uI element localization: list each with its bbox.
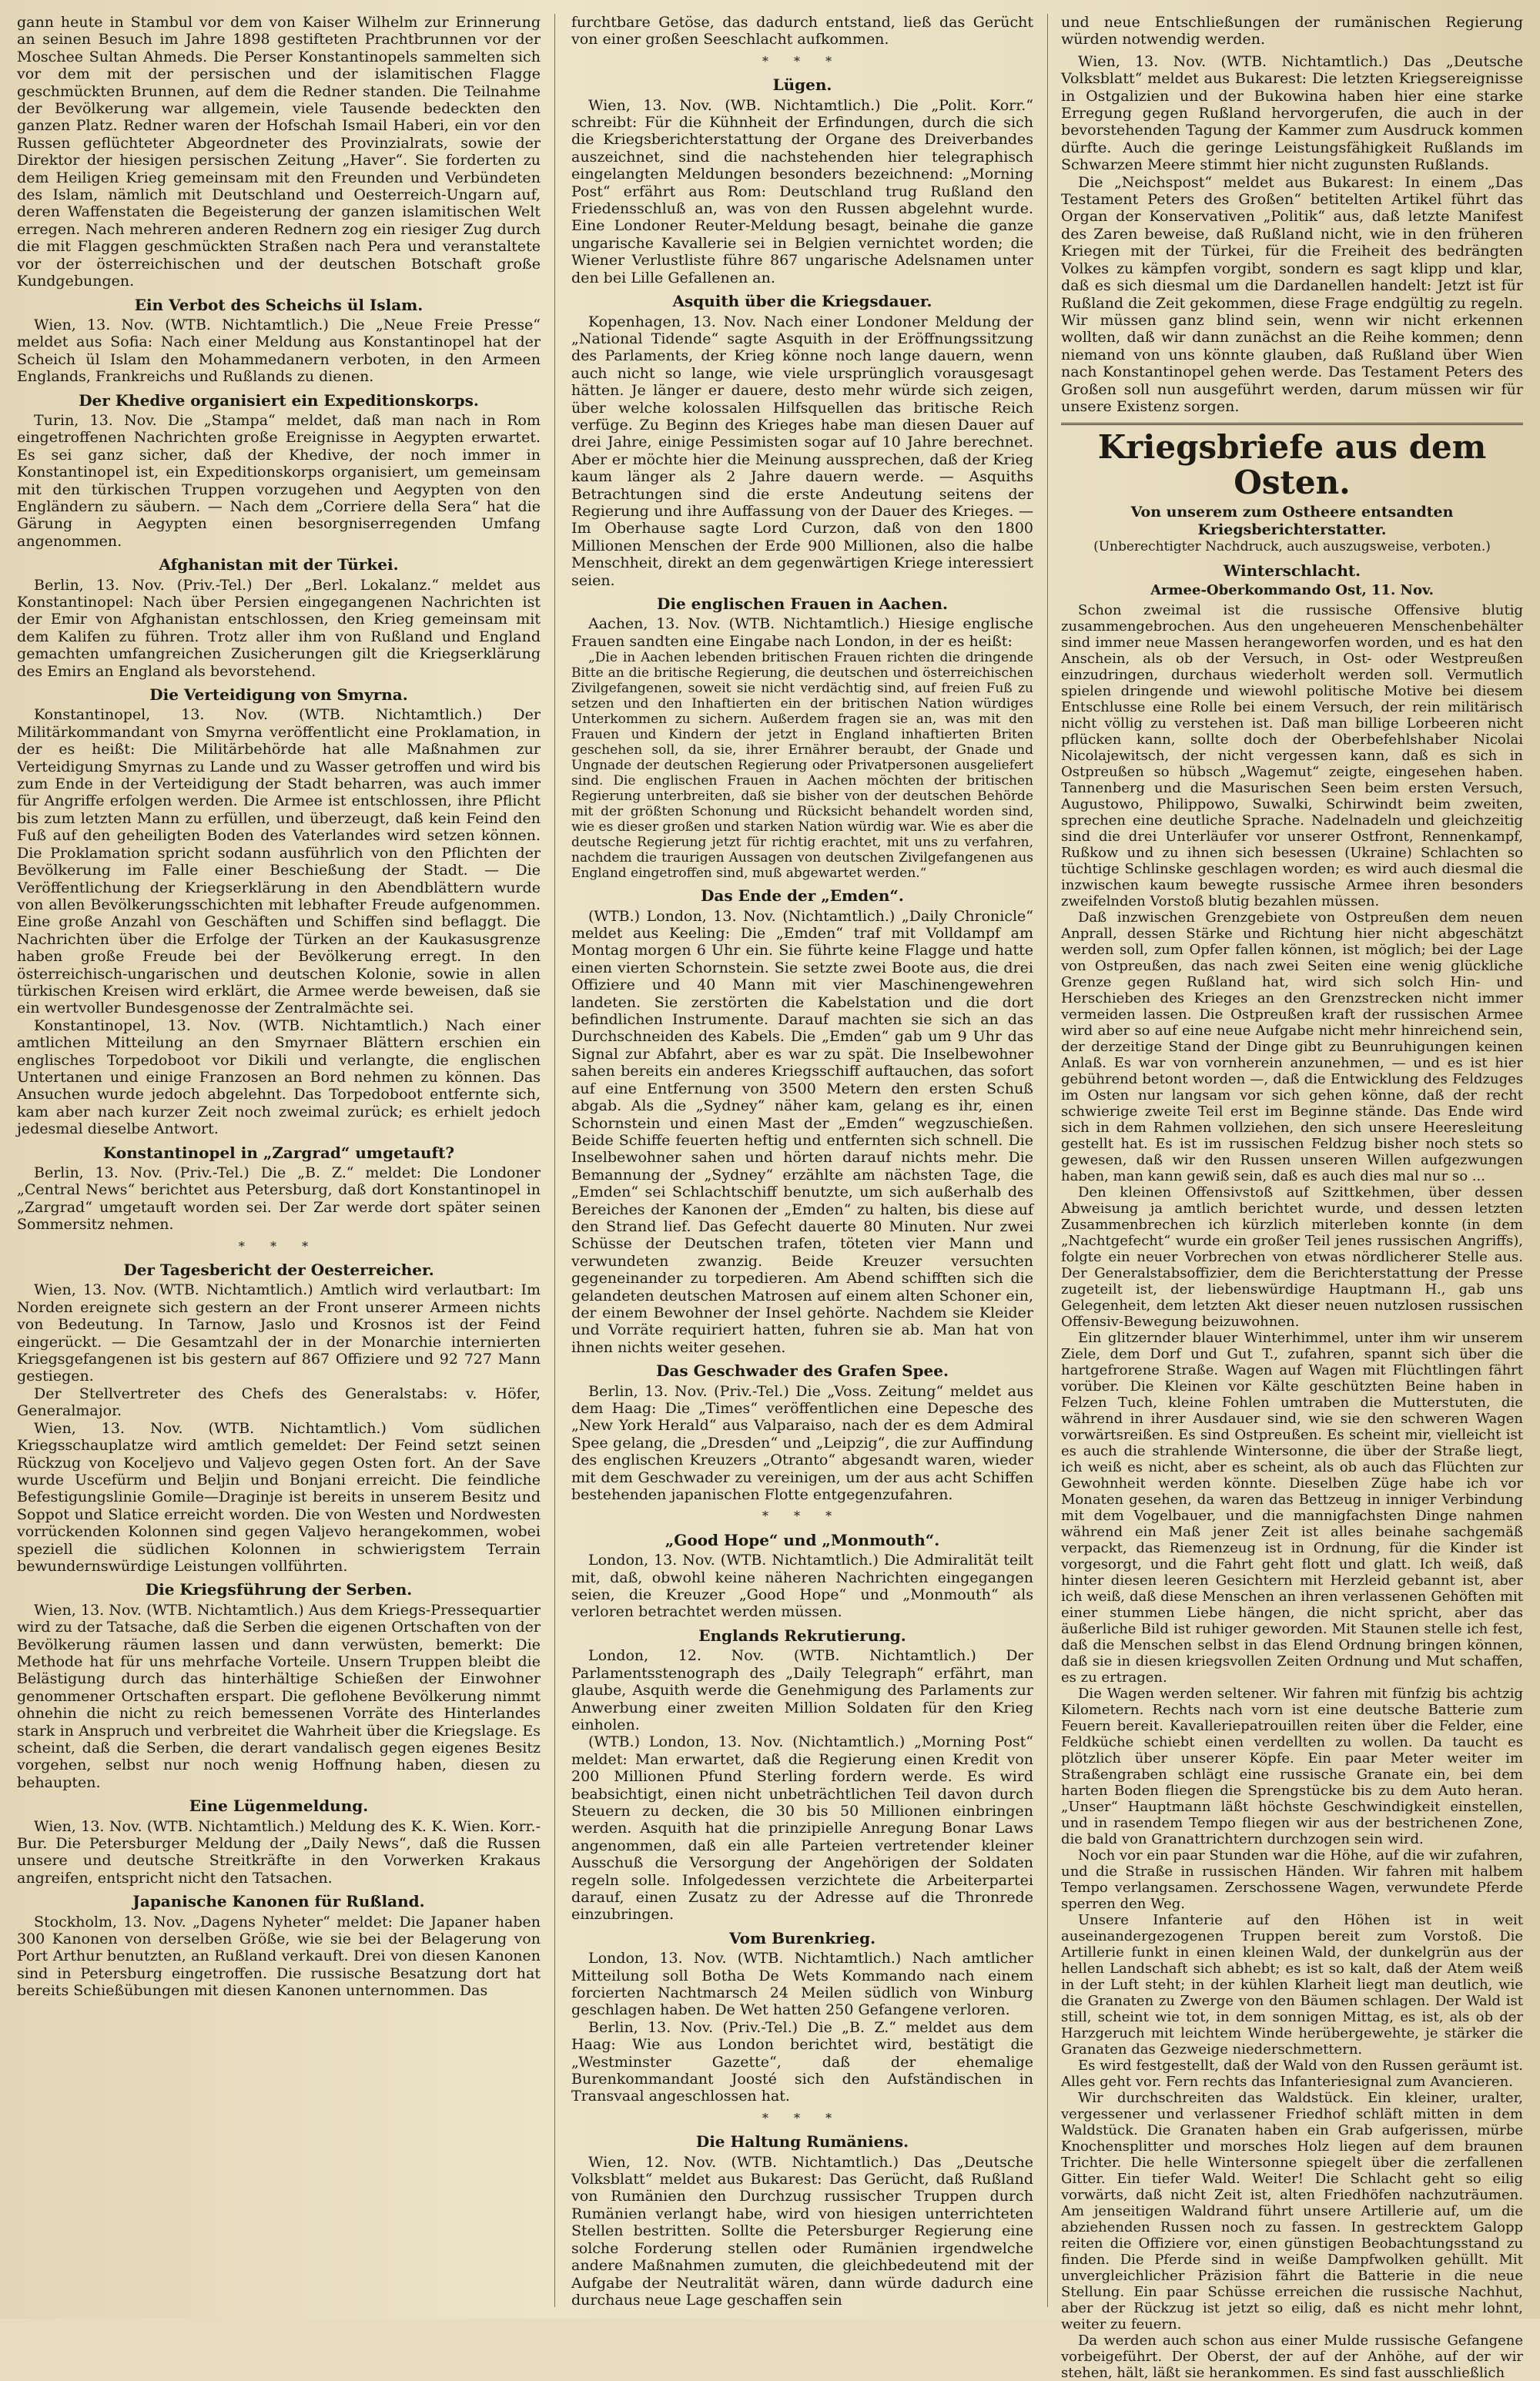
headline: Winterschlacht. bbox=[1223, 561, 1361, 580]
article-text: Berlin, 13. Nov. (Priv.-Tel.) Die „B. Z.“ meldet aus dem Haag: Wie aus London berichtet wird, bestätigt die „Westminster Gazette“, daß der ehemalige Burenkommandant Joosté sich den Aufständischen in Transvaal angeschlossen hat. bbox=[571, 2018, 1033, 2105]
column-2 bbox=[571, 14, 1033, 2307]
article-text: London, 13. Nov. (WTB. Nichtamtlich.) Die Admiralität teilt mit, daß, obwohl keine näheren Nachrichten eingegangen seien, die Kreuzer „Good Hope“ und „Monmouth“ als verloren betrachtet werden müssen. bbox=[571, 1552, 1033, 1621]
article-text: Berlin, 13. Nov. (Priv.-Tel.) Die „Voss. Zeitung“ meldet aus dem Haag: Die „Times“ veröffentlichen eine Depesche des „New York Herald“ aus Valparaiso, nach der es dem Admiral Spee gelang, die „Dresden“ und „Leipzig“, die zur Auffindung des englischen Kreuzers „Otranto“ abgesandt waren, wieder mit dem Geschwader zu vereinigen, um der aus acht Schiffen bestehenden japanischen Flotte entgegenzufahren. bbox=[571, 1382, 1033, 1504]
article-text: Noch vor ein paar Stunden war die Höhe, auf die wir zufahren, und die Straße in russischen Händen. Wir fahren mit halbem Tempo verlangsamen. Zerschossene Wagen, verwundete Pferde sperren den Weg. bbox=[1061, 1847, 1523, 1913]
article-text: Wien, 13. Nov. (WTB. Nichtamtlich.) Das „Deutsche Volksblatt“ meldet aus Bukarest: Die letzten Kriegsereignisse in Ostgalizien und der Bukowina haben hier eine starke Erregung gegen Rußland hervorgerufen, die auch in der bevorstehenden Tagung der Kammer zum Ausdruck kommen dürfte. Auch die geringe Leistungsfähigkeit Rußlands im Schwarzen Meere stimmt hier nicht zugunsten Rußlands. bbox=[1061, 52, 1523, 174]
headline: Lügen. bbox=[772, 75, 832, 95]
headline: „Good Hope“ und „Monmouth“. bbox=[665, 1530, 940, 1549]
article-text: Schon zweimal ist die russische Offensive blutig zusammengebrochen. Aus den ungeheueren Menschenbehälter sind immer neue Massen herangeworfen worden, und es hat den Anschein, als ob der Versuch, in Ost- oder Westpreußen einzudringen, durchaus wiederholt werden soll. Vermutlich spielen dringende und wiewohl politische Motive bei diesem Entschlusse eine Rolle bei einem Versuch, der rein militärisch nicht völlig zu verstehen ist. Daß man billige Lorbeeren nicht pflücken kann, sollte doch der Oberbefehlshaber Nicolai Nicolajewitsch, der nicht vergessen kann, daß es sich in Ostpreußen so hübsch „Wagemut“ zeigte, eingesehen haben. Tannenberg und die Masurischen Seen beim ersten Versuch, Augustowo, Philippowo, Suwalki, Schirwindt beim zweiten, sprechen eine deutliche Sprache. Nadelnadeln und gleichzeitig sind die drei Unterläufer vor unserer Ostfront, Rennenkampf, Rußkow und zu ihnen sich besessen (Ukraine) Schlachten so tüchtige Schlinske geschlagen worden; es wird auch diesmal die inzwischen kaum bewegte russische Armee ihren besonders zweifelnden Vorstoß blutig bezahlen müssen. bbox=[1061, 602, 1523, 910]
headline: Konstantinopel in „Zargrad“ umgetauft? bbox=[102, 1143, 455, 1162]
article-text: Turin, 13. Nov. Die „Stampa“ meldet, daß man nach in Rom eingetroffenen Nachrichten große Ereignisse in Aegypten erwartet. Es sei ganz sicher, daß der Khedive, der noch immer in Konstantinopel ist, ein Expeditionskorps organisiert, um gemeinsam mit den türkischen Truppen vorzugehen und Aegypten von den Engländern zu säubern. — Nach dem „Corriere della Sera“ hat die Gärung in Aegypten einen besorgniserregenden Umfang angenommen. bbox=[17, 411, 541, 550]
headline: Asquith über die Kriegsdauer. bbox=[672, 292, 932, 311]
article-text: Wien, 13. Nov. (WB. Nichtamtlich.) Die „Polit. Korr.“ schreibt: Für die Kühnheit der Erfindungen, durch die sich die Kriegsberichterstattung der Organe des Dreiverbandes auszeichnet, sind die nachstehenden hier telegraphisch eingelangten Meldungen besonders bezeichnend: „Morning Post“ erfährt aus Rom: Deutschland trug Rußland den Friedensschluß an, was von den Russen abgelehnt wurde. Eine Londoner Reuter-Meldung besagt, beinahe die ganze ungarische Kavallerie sei in Belgien vernichtet worden; die Wiener Verlustliste führe 867 ungarische Adelsnamen unter den bei Lille Gefallenen an. bbox=[571, 96, 1033, 286]
dateline: Armee-Oberkommando Ost, 11. Nov. bbox=[1150, 581, 1434, 598]
headline: Das Geschwader des Grafen Spee. bbox=[656, 1361, 949, 1381]
article-text: Wien, 13. Nov. (WTB. Nichtamtlich.) Amtlich wird verlautbart: Im Norden ereignete sich gestern an der Front unserer Armeen nichts von Bedeutung. In Tarnow, Jaslo und Krosnos ist der Feind eingerückt. — Die Gesamtzahl der in der Monarchie internierten Kriegsgefangenen ist bis gestern auf 867 Offiziere und 92 727 Mann gestiegen. bbox=[17, 1281, 541, 1385]
headline: Afghanistan mit der Türkei. bbox=[159, 555, 399, 574]
section-title: Kriegsbriefe aus dem Osten. bbox=[1097, 428, 1487, 502]
article-text: Die Wagen werden seltener. Wir fahren mit fünfzig bis achtzig Kilometern. Rechts nach vorn ist eine deutsche Batterie zum Feuern bereit. Kavalleriepatrouillen reiten über die Felder, eine Feldküche schiebt einen verdellten zu wollen. Da taucht es plötzlich über unserer Köpfe. Ein paar Meter weiter im Straßengraben schlägt eine russische Granate ein, bei dem harten Boden fliegen die Sprengstücke bis zu dem Auto heran. „Unser“ Hauptmann läßt höchste Geschwindigkeit einstellen, und in rasendem Tempo fliegen wir aus der bestrichenen Zone, die bald von Granattrichtern durchzogen sein wird. bbox=[1061, 1686, 1523, 1848]
article-text: Die „Neichspost“ meldet aus Bukarest: In einem „Das Testament Peters des Großen“ betitelten Artikel führt das Organ der Konservativen „Politik“ aus, daß letzte Manifest des Zaren beweise, daß Rußland nicht, wie in den früheren Kriegen mit der Türkei, für die Freiheit des bedrängten Volkes zu kämpfen vorgibt, sondern es sagt klipp und klar, daß es sich diesmal um die Dardanellen handelt: Jetzt ist für Rußland die Zeit gekommen, diese Frage endgültig zu regeln. Wir müssen ganz blind sein, wenn wir nicht erkennen wollten, daß wir dann zunächst an die Reihe kommen; denn niemand von uns könnte glauben, daß Rußland über Wien nach Konstantinopel gehen werde. Das Testament Peters des Großen soll nun ausgeführt werden, darum müssen wir für unsere Existenz sorgen. bbox=[1061, 173, 1523, 415]
article-text: (WTB.) London, 13. Nov. (Nichtamtlich.) „Daily Chronicle“ meldet aus Keeling: Die „Emden“ traf mit Volldampf am Montag morgen 6 Uhr ein. Sie führte keine Flagge und hatte einen vierten Schornstein. Sie setzte zwei Boote aus, die drei Offiziere und 40 Mann mit vier Maschinengewehren landeten. Sie zerstörten die Kabelstation und die dort befindlichen Instrumente. Darauf machten sie sich an das Durchschneiden des Kabels. Die „Emden“ gab um 9 Uhr das Signal zur Abfahrt, aber es war zu spät. Die Inselbewohner sahen bereits ein anderes Kriegsschiff auftauchen, das sofort auf eine Entfernung von 3500 Metern den ersten Schuß abgab. Als die „Sydney“ näher kam, gelang es ihr, einen Schornstein und einen Mast der „Emden“ wegzuschießen. Beide Schiffe feuerten heftig und entfernten sich schnell. Die Inselbewohner sahen und hörten darauf nichts mehr. Die Bemannung der „Sydney“ erzählte am nächsten Tage, die „Emden“ sei Schlachtschiff benutzte, um sich außerhalb des Bereiches der Kanonen der „Emden“ zu halten, bis diese auf den Strand lief. Das Gefecht dauerte 80 Minuten. Nur zwei Schüsse der Deutschen trafen, töteten vier Mann und verwundeten zwanzig. Beide Kreuzer versuchten gegeneinander zu torpedieren. Am Abend schifften sich die gelandeten deutschen Matrosen auf einem alten Schoner ein, der einem Bewohner der Insel gehörte. Nachdem sie Kleider und Vorräte requiriert hatten, fuhren sie ab. Man hat von ihnen nichts weiter gesehen. bbox=[571, 907, 1033, 1356]
article-text: Unsere Infanterie auf den Höhen ist in weit auseinandergezogenen Truppen bereit zum Vorstoß. Die Artillerie funkt in einen kleinen Wald, der dunkelgrün aus der hellen Landschaft sich abhebt; es ist so kalt, daß der Atem weiß in der Luft steht; in der kühlen Klarheit liegt man deutlich, wie die Granaten zu Zwerge von den Bäumen schlagen. Der Wald ist still, scheint wie tot, in dem sonnigen Mittag, es ist, als ob der Harzgeruch mit leichtem Winde herübergewehte, je stärker die Granaten das Gezweige niederschmettern. bbox=[1061, 1912, 1523, 2058]
article-text: Konstantinopel, 13. Nov. (WTB. Nichtamtlich.) Der Militärkommandant von Smyrna veröffentlicht eine Proklamation, in der es heißt: Die Militärbehörde hat alle Maßnahmen zur Verteidigung Smyrnas zu Lande und zu Wasser getroffen und wird bis zum Ende in der Verteidigung der Stadt beharren, was auch immer für Angriffe erfolgen werden. Die Armee ist entschlossen, ihre Pflicht bis zum letzten Mann zu erfüllen, und überzeugt, daß kein Feind den Fuß auf den geheiligten Boden des Vaterlandes wird setzen können. Die Proklamation spricht sodann ausführlich von den Pflichten der Bevölkerung im Falle einer Beschießung der Stadt. — Die Veröffentlichung der Kriegserklärung in den Abendblättern wurde von allen Bevölkerungsschichten mit lebhafter Freude aufgenommen. Eine große Anzahl von Geschäften und Schiffen sind beflaggt. Die Nachrichten über die Erfolge der Türken an der Kaukasusgrenze haben große Freude bei der Bevölkerung erregt. In den österreichisch-ungarischen und deutschen Kolonie, sowie in allen türkischen Kreisen wird erklärt, die Armee werde beweisen, daß sie ein wertvoller Bundesgenosse der Zentralmächte sei. bbox=[17, 706, 541, 1017]
article-text: Stockholm, 13. Nov. „Dagens Nyheter“ meldet: Die Japaner haben 300 Kanonen von derselben Größe, wie sie bei der Belagerung von Port Arthur benutzten, an Rußland verkauft. Drei von diesen Kanonen sind in Petersburg eingetroffen. Die russische Besatzung dort hat bereits Schießübungen mit diesen Kanonen unternommen. Das bbox=[17, 1913, 541, 2000]
column-rule bbox=[554, 14, 555, 2307]
section-ornament: * * * bbox=[238, 1238, 320, 1254]
article-text: Daß inzwischen Grenzgebiete von Ostpreußen dem neuen Anprall, dessen Stärke und Richtung hier nicht abgeschätzt werden soll, zum Opfer fallen können, ist möglich; bei der Lage von Ostpreußen, das nach zwei Seiten eine wenig glückliche Grenze gegen Rußland hat, wird sich solch Hin- und Herschieben des Krieges an den Grenzstrecken nicht immer vermeiden lassen. Die Ostpreußen kraft der russischen Armee wird aber so auf eine neue Aufgabe nicht mehr hinreichend sein, der derzeitige Stand der Dinge gibt zu Beunruhigungen keinen Anlaß. Es war von vornherein anzunehmen, — und es ist hier gebührend betont worden —, daß die Entwicklung des Feldzuges im Osten nur langsam vor sich gehen könne, daß der recht schwierige zweite Teil erst im Beginne stände. Das Ende wird sich in dem Rahmen vollziehen, den sich unsere Heeresleitung gestellt hat. Es ist im russischen Feldzug bisher noch stets so gewesen, daß wir den Russen unseren Willen aufgezwungen haben, man kann gewiß sein, daß es auch dies mal nur so ... bbox=[1061, 909, 1523, 1185]
article-text: Wir durchschreiten das Waldstück. Ein kleiner, uralter, vergessener und verlassener Friedhof schläft mitten in dem Waldstück. Die Granaten haben ein Grab aufgerissen, mürbe Knochensplitter und morsches Holz liegen auf dem braunen Trichter. Die helle Wintersonne spiegelt über die zerfallenen Gitter. Ein tiefer Wald. Weiter! Die Schlacht geht so eilig vorwärts, daß nicht Zeit ist, alten Friedhöfen nachzuträumen. Am jenseitigen Waldrand führt unsere Artillerie auf, um die abziehenden Russen noch zu fassen. In gestrecktem Galopp reiten die Offiziere vor, einen günstigen Beobachtungsstand zu finden. Die Pferde sind in weiße Dampfwolken gehüllt. Mit unvergleichlicher Präzision fährt die Batterie in die neue Stellung. Ein paar Schüsse erreichen die russische Nachhut, aber der Rückzug ist jetzt so eilig, daß es nicht mehr lohnt, weiter zu feuern. bbox=[1061, 2090, 1523, 2333]
headline: Vom Burenkrieg. bbox=[728, 1928, 876, 1947]
article-text: Den kleinen Offensivstoß auf Szittkehmen, über dessen Abweisung ja amtlich berichtet wurde, und dessen letzten Zusammenbrechen ich kürzlich miterleben konnte (in dem „Nachtgefecht“ wurde ein großer Teil jenes russischen Angriffs), folgte ein neuer Vorbrechen von etwas nördlicherer Stelle aus. Der Generalstabsoffizier, dem die Berichterstattung der Presse zugeteilt ist, der liebenswürdige Hauptmann H., gab uns Gelegenheit, dem letzten Akt dieser neuen nutzlosen russischen Offensiv-Bewegung beizuwohnen. bbox=[1061, 1184, 1523, 1331]
headline: Der Khedive organisiert ein Expeditionskorps. bbox=[79, 390, 479, 410]
article-text: Wien, 13. Nov. (WTB. Nichtamtlich.) Die „Neue Freie Presse“ meldet aus Sofia: Nach einer Meldung aus Konstantinopel hat der Scheich ül Islam den Mohammedanern verboten, in den Armeen Englands, Frankreichs und Rußlands zu dienen. bbox=[17, 316, 541, 386]
article-text: Ein glitzernder blauer Winterhimmel, unter ihm wir unserem Ziele, dem Dorf und Gut T., zufahren, spannt sich über die hartgefrorene Straße. Wagen auf Wagen mit Flüchtlingen fährt vorüber. Die Kleinen vor Kälte geschützten Beine haben in Felzen Tuch, kleine Fohlen umtraben die Mutterstuten, die während in ihrer Ausdauer sind, wie sie den schweren Wagen vorwärtsreißen. Es sind Ostpreußen. Es scheint mir, vielleicht ist es auch die strahlende Wintersonne, die über der Straße liegt, ich weiß es nicht, aber es scheint, als ob auch das Flüchten zur Gewohnheit werden könnte. Dieselben Züge habe ich vor Monaten gesehen, da waren das Bettzeug in inniger Verbindung mit dem Vogelbauer, und die mannigfachsten Dinge nahmen während ein Maß jener Zeit ist alles beinahe sachgemäß verpackt, das Riemenzeug ist in Ordnung, für die Kinder ist vorgesorgt, und die Fahrt geht flott und glatt. Ich weiß, daß hinter diesen leeren Gesichtern mit Herzleid gebannt ist, aber ich weiß, daß diese Menschen an ihren verlassenen Gehöften mit einer stummen Liebe hängen, die nicht spricht, aber das äußerliche Bild ist ruhiger geworden. Mit Staunen stelle ich fest, daß die Menschen selbst in das Elend Ordnung bringen können, daß sie in diesen kriegsvollen Zeiten Ordnung und Mut schaffen, es zu ertragen. bbox=[1061, 1330, 1523, 1686]
section-ornament: * * * bbox=[762, 1509, 843, 1524]
article-text: Berlin, 13. Nov. (Priv.-Tel.) Der „Berl. Lokalanz.“ meldet aus Konstantinopel: Nach über Persien eingegangenen Nachrichten ist der Emir von Afghanistan entschlossen, den Krieg gemeinsam mit dem Kalifen zu führen. Trotz aller ihm von Rußland und England gemachten umfangreichen Zusicherungen gilt die Kriegserklärung des Emirs an England als bevorstehend. bbox=[17, 576, 541, 680]
headline: Die Verteidigung von Smyrna. bbox=[149, 685, 408, 705]
section-divider bbox=[1061, 423, 1523, 425]
reprint-notice: (Unberechtigter Nachdruck, auch auszugsweise, verboten.) bbox=[1093, 539, 1491, 555]
column-rule bbox=[1047, 14, 1048, 2307]
headline: Eine Lügenmeldung. bbox=[189, 1797, 369, 1816]
article-text: Konstantinopel, 13. Nov. (WTB. Nichtamtlich.) Nach einer amtlichen Mitteilung an den Smyrnaer Blättern erschien ein englisches Torpedoboot vor Dikili und verlangte, die englischen Untertanen und einige Franzosen an Bord nehmen zu können. Das Ansuchen wurde jedoch abgelehnt. Das Torpedoboot entfernte sich, kam aber nach kurzer Zeit noch zweimal zurück; es erhielt jedoch jedesmal dieselbe Antwort. bbox=[17, 1016, 541, 1138]
article-text: London, 13. Nov. (WTB. Nichtamtlich.) Nach amtlicher Mitteilung soll Botha De Wets Kommando nach einem forcierten Nachtmarsch 24 Meilen südlich von Winburg geschlagen haben. De Wet hatten 250 Gefangene verloren. bbox=[571, 1950, 1033, 2019]
article-text: Aachen, 13. Nov. (WTB. Nichtamtlich.) Hiesige englische Frauen sandten eine Eingabe nach London, in der es heißt: bbox=[571, 615, 1033, 650]
headline: Die englischen Frauen in Aachen. bbox=[657, 594, 948, 613]
headline: Englands Rekrutierung. bbox=[698, 1626, 906, 1645]
headline: Der Tagesbericht der Oesterreicher. bbox=[123, 1261, 434, 1280]
article-text: Der Stellvertreter des Chefs des Generalstabs: v. Höfer, Generalmajor. bbox=[17, 1385, 541, 1420]
article-text: Berlin, 13. Nov. (Priv.-Tel.) Die „B. Z.“ meldet: Die Londoner „Central News“ berichtet aus Petersburg, daß dort Konstantinopel in „Zargrad“ umgetauft worden sei. Der Zar werde dort später seinen Sommersitz nehmen. bbox=[17, 1164, 541, 1234]
article-text: „Die in Aachen lebenden britischen Frauen richten die dringende Bitte an die britische Regierung, die deutschen und österreichischen Zivilgefangenen, soweit sie nicht verdächtig sind, auf freien Fuß zu setzen und den Inhaftierten ein der britischen Nation würdiges Unterkommen zu sichern. Außerdem fragen sie an, was mit den Frauen und Kindern der jetzt in England inhaftierten Briten geschehen soll, da sie, ihrer Ernährer beraubt, der Gnade und Ungnade der deutschen Regierung oder Privatpersonen ausgeliefert sind. Die englischen Frauen in Aachen möchten der britischen Regierung unterbreiten, daß sie bisher von der deutschen Behörde mit der größten Schonung und Rücksicht behandelt worden sind, wie es dieser großen und starken Nation würdig war. Wie es aber die deutsche Regierung jetzt für richtig erachtet, mit uns zu verfahren, nachdem die traurigen Aussagen von deutschen Zivilgefangenen aus England eingetroffen sind, muß abgewartet werden.“ bbox=[571, 650, 1033, 882]
headline: Japanische Kanonen für Rußland. bbox=[132, 1892, 425, 1911]
article-text: und neue Entschließungen der rumänischen Regierung würden notwendig werden. bbox=[1061, 14, 1523, 49]
article-text: Es wird festgestellt, daß der Wald von den Russen geräumt ist. Alles geht vor. Fern rechts das Infanteriesignal zum Avancieren. bbox=[1061, 2058, 1523, 2091]
column-1 bbox=[17, 14, 541, 2307]
section-subtitle: Von unserem zum Ostheere entsandten Kriegsberichterstatter. bbox=[1130, 504, 1454, 538]
headline: Ein Verbot des Scheichs ül Islam. bbox=[134, 295, 424, 314]
article-text: Wien, 13. Nov. (WTB. Nichtamtlich.) Meldung des K. K. Wien. Korr.-Bur. Die Petersburger Meldung der „Daily News“, daß die Russen unsere und deutsche Streitkräfte in den Vorwerken Krakaus angreifen, entspricht nicht den Tatsachen. bbox=[17, 1817, 541, 1887]
article-text: (WTB.) London, 13. Nov. (Nichtamtlich.) „Morning Post“ meldet: Man erwartet, daß die Regierung einen Kredit von 200 Millionen Pfund Sterling fordern werde. Es wird beabsichtigt, einen nicht unbeträchtlichen Teil davon durch Steuern zu decken, die 30 bis 50 Millionen einbringen werden. Asquith hat die prinzipielle Anregung Bonar Laws angenommen, daß ein alle Parteien vertretender kleiner Ausschuß die Versorgung der Angehörigen der Soldaten regeln solle. Infolgedessen verzichtete die Arbeiterpartei darauf, einen Zusatz zu der Adresse auf die Thronrede einzubringen. bbox=[571, 1733, 1033, 1924]
section-ornament: * * * bbox=[762, 53, 843, 69]
column-3 bbox=[1061, 14, 1523, 2381]
headline: Die Kriegsführung der Serben. bbox=[145, 1580, 413, 1599]
article-text: gann heute in Stambul vor dem von Kaiser Wilhelm zur Erinnerung an seinen Besuch im Jahre 1898 gestifteten Prachtbrunnen vor der Moschee Sultan Ahmeds. Die Perser Konstantinopels sammelten sich vor dem mit der persischen und der islamitischen Flagge geschmückten Brunnen, auf dem die Redner standen. Die Teilnahme der Bevölkerung war allgemein, viele Tausende bedeckten den ganzen Platz. Redner waren der Hofschah Ismail Haberi, ein vor den Russen geflüchteter Abgeordneter des Provinzialrats, sowie der Direktor der hiesigen persischen Zeitung „Haver“. Sie forderten zu dem Heiligen Krieg gemeinsam mit den Freunden und Verbündeten des Islam, nämlich mit Deutschland und Oesterreich-Ungarn auf, deren Waffenstaten die Begeisterung der ganzen islamitischen Welt erregen. Nach mehreren anderen Rednern zog ein riesiger Zug durch die mit Flaggen geschmückten Straßen nach Pera und veranstaltete vor der österreichischen und der deutschen Botschaft große Kundgebungen. bbox=[17, 14, 541, 290]
article-text: Da werden auch schon aus einer Mulde russische Gefangene vorbeigeführt. Der Oberst, der auf der Anhöhe, auf der wir stehen, hält, läßt sie herankommen. Es sind fast ausschließlich bbox=[1061, 2332, 1523, 2381]
headline: Die Haltung Rumäniens. bbox=[695, 2132, 909, 2152]
article-text: London, 12. Nov. (WTB. Nichtamtlich.) Der Parlamentsstenograph des „Daily Telegraph“ erfährt, man glaube, Asquith werde die Genehmigung des Parlaments zur Anwerbung einer zweiten Million Soldaten für den Krieg einholen. bbox=[571, 1647, 1033, 1733]
article-text: Wien, 13. Nov. (WTB. Nichtamtlich.) Vom südlichen Kriegsschauplatze wird amtlich gemeldet: Der Feind setzt seinen Rückzug von Koceljevo und Valjevo gegen Osten fort. An der Save wurde Uscefürm und Beljin und Bonjani erreicht. Die feindliche Befestigungslinie Gomile—Draginje ist bereits in unserem Besitz und Soppot und Slatice erreicht worden. Die von Westen und Nordwesten vorrückenden Kolonnen sind gegen Valjevo herangekommen, wobei speziell die südlichen Kolonnen in schwierigstem Terrain bewundernswürdige Leistungen vollführten. bbox=[17, 1419, 541, 1575]
article-text: Wien, 12. Nov. (WTB. Nichtamtlich.) Das „Deutsche Volksblatt“ meldet aus Bukarest: Das Gerücht, daß Rußland von Rumänien den Durchzug russischer Truppen durch Rumänien verlangt habe, wird von hiesigen unterrichteten Stellen bestritten. Sollte die Petersburger Regierung eine solche Forderung stellen oder Rumänien irgendwelche andere Maßnahmen zumuten, die gleichbedeutend mit der Aufgabe der Neutralität wären, dann würde dadurch eine durchaus neue Lage geschaffen sein bbox=[571, 2153, 1033, 2309]
headline: Das Ende der „Emden“. bbox=[701, 886, 904, 906]
section-ornament: * * * bbox=[762, 2110, 843, 2125]
article-text: Kopenhagen, 13. Nov. Nach einer Londoner Meldung der „National Tidende“ sagte Asquith in der Eröffnungssitzung des Parlaments, der Krieg könne noch lange dauern, wenn auch nicht so lange, wie viele ursprünglich vorausgesagt hätten. Je länger er dauere, desto mehr würde sich zeigen, über welche kolossalen Hilfsquellen das britische Reich verfüge. Zu Beginn des Krieges habe man diesen Dauer auf drei Jahre, einige Pessimisten sogar auf 10 Jahre berechnet. Aber er möchte hier die Meinung aussprechen, daß der Krieg kaum länger als 2 Jahre dauern werde. — Asquiths Betrachtungen sind die erste Andeutung seitens der Regierung und ihre Auffassung von der Dauer des Krieges. — Im Oberhause sagte Lord Curzon, daß von den 1800 Millionen Menschen der Erde 900 Millionen, also die halbe Menschheit, direkt an dem gegenwärtigen Kriege interessiert seien. bbox=[571, 313, 1033, 589]
article-text: furchtbare Getöse, das dadurch entstand, ließ das Gerücht von einer großen Seeschlacht aufkommen. bbox=[571, 14, 1033, 49]
article-text: Wien, 13. Nov. (WTB. Nichtamtlich.) Aus dem Kriegs-Pressequartier wird zu der Tatsache, daß die Serben die eigenen Ortschaften von der Bevölkerung räumen lassen und dann verwüsten, bemerkt: Die Methode hat für uns mehrfache Vorteile. Unsern Truppen bleibt die Belästigung durch das hinterhältige Schießen der Einwohner genommener Ortschaften erspart. Die geflohene Bevölkerung nimmt ohnehin die nicht zu reich bemessenen Vorräte des Hinterlandes stark in Anspruch und verbreitet die Wahrheit über die Kriegslage. Es scheint, daß die Serben, die derart vandalisch gegen eigenes Besitz vorgehen, selbst nur noch wenig Hoffnung haben, diesen zu behaupten. bbox=[17, 1601, 541, 1791]
